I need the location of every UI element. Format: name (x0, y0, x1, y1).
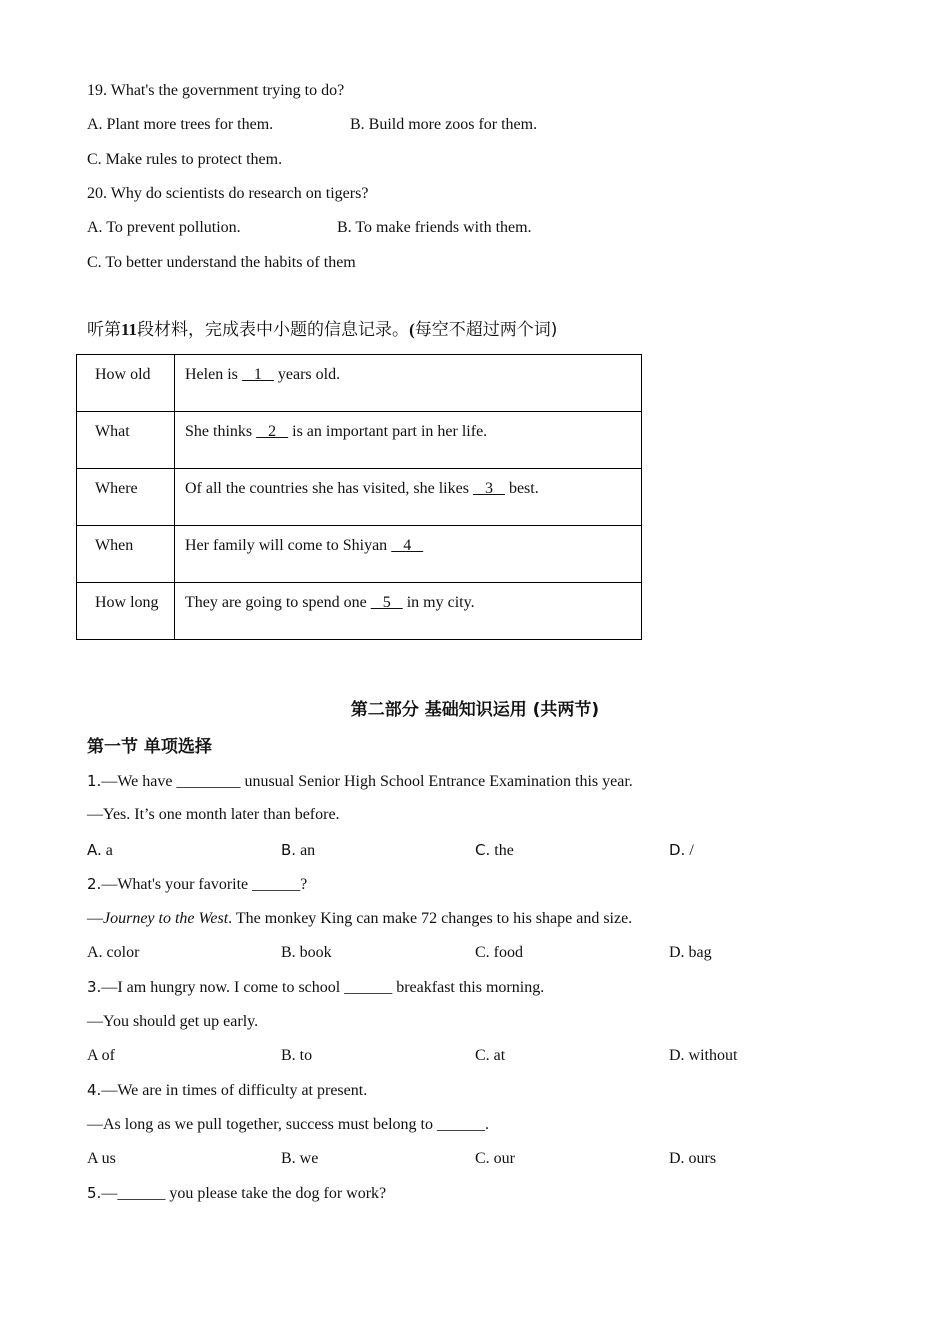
option-letter: D. (669, 841, 686, 859)
row-pre: Her family will come to Shiyan (185, 537, 392, 554)
answer-rest: . The monkey King can make 72 changes to his shape and size. (228, 910, 633, 927)
q1-option-a (87, 840, 113, 861)
q4-option-d: D. ours (669, 1150, 717, 1167)
mc-question-3 (87, 977, 544, 998)
dash: — (87, 910, 103, 927)
q20-option-a: A. To prevent pollution. (87, 219, 241, 236)
q4-option-c: C. our (475, 1150, 515, 1167)
row-pre: Helen is (185, 366, 242, 383)
q2-option-b: B. book (281, 944, 332, 961)
question-20: 20. Why do scientists do research on tigers? (87, 185, 369, 202)
table-row (77, 526, 642, 583)
q-number: 1. (87, 772, 102, 790)
q4-option-a: A us (87, 1150, 116, 1167)
row-content (175, 355, 642, 412)
row-content (175, 583, 642, 640)
row-label: How old (77, 355, 175, 412)
q1-option-c (475, 840, 514, 861)
q-text: —______ you please take the dog for work? (101, 1185, 387, 1202)
answer-blank-2: 2 (256, 423, 289, 440)
option-text: an (296, 842, 316, 859)
q20-option-c: C. To better understand the habits of them (87, 254, 356, 271)
row-label: How long (77, 583, 175, 640)
table-row (77, 355, 642, 412)
row-post: is an important part in her life. (288, 423, 488, 440)
book-title: Journey to the West (103, 910, 229, 927)
q-text: —We have ________ unusual Senior High School Entrance Examination this year. (101, 773, 633, 790)
row-label: When (77, 526, 175, 583)
option-letter: C. (475, 841, 491, 859)
instr-num: 11 (121, 320, 138, 339)
section11-instruction (87, 320, 557, 340)
row-label: Where (77, 469, 175, 526)
table-row (77, 583, 642, 640)
row-post: years old. (273, 366, 341, 383)
option-text: the (490, 842, 514, 859)
option-letter: A. (87, 841, 102, 859)
q-text: —I am hungry now. I come to school ______ breakfast this morning. (101, 979, 545, 996)
instr-post: 每空不超过两个词) (414, 320, 558, 340)
row-pre: She thinks (185, 423, 257, 440)
q3-option-a: A of (87, 1047, 115, 1064)
q-number: 3. (87, 978, 102, 996)
table-row (77, 412, 642, 469)
q-number: 4. (87, 1081, 102, 1099)
option-text: / (685, 842, 694, 859)
q1-option-d (669, 840, 694, 861)
row-content (175, 469, 642, 526)
q1-option-b (281, 840, 315, 861)
q2-option-d: D. bag (669, 944, 712, 961)
answer-blank-1: 1 (241, 366, 274, 383)
q19-option-a: A. Plant more trees for them. (87, 116, 274, 133)
row-post: best. (504, 480, 539, 497)
mc-question-1 (87, 771, 633, 792)
answer-blank-4: 4 (391, 537, 424, 554)
answer-blank-5: 5 (370, 594, 403, 611)
q4-option-b: B. we (281, 1150, 319, 1167)
mc-question-2 (87, 874, 307, 895)
option-letter: B. (281, 841, 297, 859)
mc-question-5 (87, 1183, 386, 1204)
section-title: 第一节 单项选择 (87, 737, 212, 757)
row-pre: They are going to spend one (185, 594, 371, 611)
row-pre: Of all the countries she has visited, she likes (185, 480, 473, 497)
q20-option-b: B. To make friends with them. (337, 219, 532, 236)
answer-blank-3: 3 (472, 480, 505, 497)
mc-answer-1: —Yes. It’s one month later than before. (87, 806, 340, 823)
row-content (175, 526, 642, 583)
table-row (77, 469, 642, 526)
mc-answer-3: —You should get up early. (87, 1013, 259, 1030)
instr-pre: 听第 (87, 320, 121, 340)
q-number: 5. (87, 1184, 102, 1202)
q19-option-b: B. Build more zoos for them. (350, 116, 538, 133)
q-number: 2. (87, 875, 102, 893)
instr-paren: ( (409, 320, 415, 339)
q3-option-d: D. without (669, 1047, 738, 1064)
q2-option-a: A. color (87, 944, 140, 961)
mc-question-4 (87, 1080, 367, 1101)
question-19: 19. What's the government trying to do? (87, 82, 345, 99)
option-text: a (101, 842, 113, 859)
info-table (76, 354, 642, 640)
mc-answer-2 (87, 909, 632, 929)
q2-option-c: C. food (475, 944, 523, 961)
instr-mid: 段材料，完成表中小题的信息记录。 (137, 320, 410, 340)
mc-answer-4: —As long as we pull together, success must belong to ______. (87, 1116, 489, 1133)
q3-option-c: C. at (475, 1047, 506, 1064)
part2-title: 第二部分 基础知识运用 (共两节) (350, 700, 600, 720)
q19-option-c: C. Make rules to protect them. (87, 151, 283, 168)
row-post: in my city. (402, 594, 475, 611)
q3-option-b: B. to (281, 1047, 313, 1064)
row-label: What (77, 412, 175, 469)
q-text: —We are in times of difficulty at present. (101, 1082, 368, 1099)
q-text: —What's your favorite ______? (101, 876, 308, 893)
row-content (175, 412, 642, 469)
